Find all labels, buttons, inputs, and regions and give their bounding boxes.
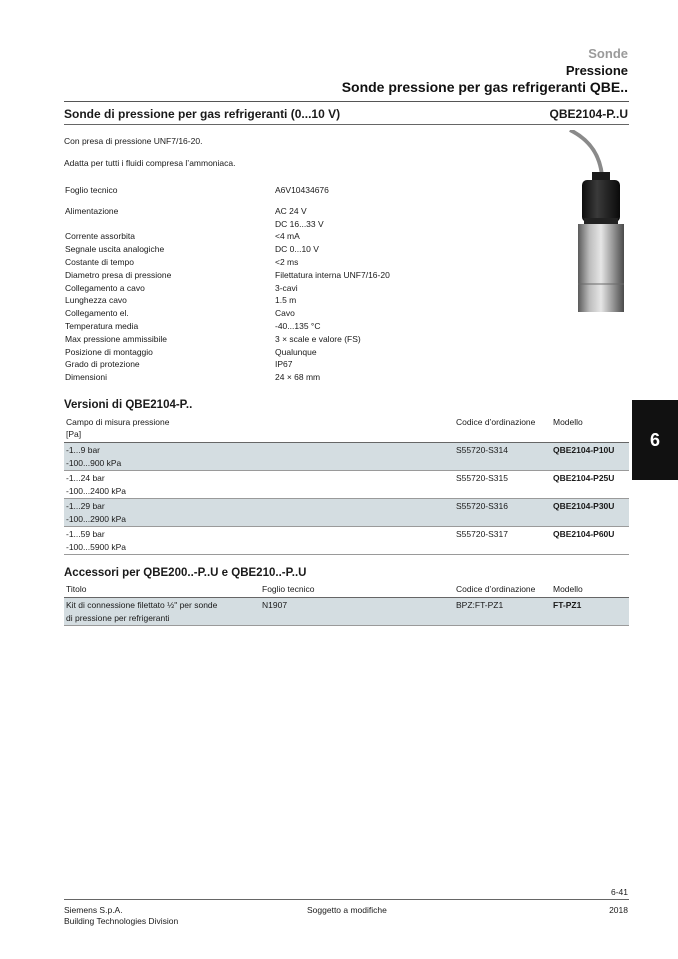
footer-division: Building Technologies Division (64, 916, 179, 926)
spec-value: DC 16...33 V (275, 218, 324, 229)
model-cell: QBE2104-P30U (553, 501, 615, 511)
spec-row (65, 184, 365, 197)
product-code: QBE2104-P..U (549, 107, 628, 121)
spec-row (65, 320, 365, 333)
spec-key: Temperatura media (65, 320, 139, 331)
spec-key: Max pressione ammissibile (65, 333, 168, 344)
product-divider (64, 124, 629, 125)
footer-divider (64, 899, 629, 900)
spec-row (65, 346, 365, 359)
intro-fluids: Adatta per tutti i fluidi compresa l’ammoniaca. (64, 158, 236, 168)
model-cell: QBE2104-P60U (553, 529, 615, 539)
spec-value: <2 ms (275, 256, 299, 267)
spec-value: -40...135 °C (275, 320, 321, 331)
spec-value: Filettatura interna UNF7/16-20 (275, 269, 390, 280)
spec-key: Diametro presa di pressione (65, 269, 172, 280)
range-cell: -1...59 bar -100...5900 kPa (66, 529, 127, 552)
table-row (64, 527, 629, 555)
header-divider (64, 101, 629, 102)
spec-row (65, 256, 365, 269)
order-cell: S55720-S314 (456, 445, 508, 455)
accessories-title: Accessori per QBE200..-P..U e QBE210..-P..U (64, 567, 307, 579)
spec-key: Collegamento el. (65, 308, 129, 319)
spec-row (65, 218, 365, 231)
range-cell: -1...24 bar -100...2400 kPa (66, 473, 127, 496)
chapter-tab: 6 (632, 400, 678, 480)
spec-value: AC 24 V (275, 205, 307, 216)
spec-key: Corrente assorbita (65, 231, 135, 242)
sensor-product-image (560, 130, 640, 330)
model-cell: QBE2104-P25U (553, 473, 615, 483)
range-cell: -1...9 bar -100...900 kPa (66, 445, 122, 468)
spec-row (65, 358, 365, 371)
model-cell: QBE2104-P10U (553, 445, 615, 455)
spec-value: 3-cavi (275, 282, 298, 293)
spec-key: Collegamento a cavo (65, 282, 145, 293)
header-subcategory: Pressione (565, 63, 628, 78)
spec-row (65, 307, 365, 320)
spec-value: Qualunque (275, 346, 317, 357)
page-number: 6-41 (610, 887, 628, 897)
spec-key: Posizione di montaggio (65, 346, 153, 357)
spec-value: IP67 (275, 359, 293, 370)
footer-notice: Soggetto a modifiche (307, 905, 387, 915)
col-model-header: Modello (553, 417, 583, 427)
spec-row (65, 205, 365, 218)
datasheet-cell: N1907 (262, 600, 288, 610)
col-title-header: Titolo (66, 584, 87, 594)
versions-table (64, 414, 629, 555)
spec-value: A6V10434676 (275, 185, 329, 195)
order-cell: S55720-S315 (456, 473, 508, 483)
header-category: Sonde (588, 46, 628, 61)
spec-row (65, 371, 365, 384)
col-order-header: Codice d’ordinazione (456, 417, 536, 427)
order-cell: S55720-S317 (456, 529, 508, 539)
spec-row (65, 294, 365, 307)
footer-company: Siemens S.p.A. (64, 905, 123, 915)
spec-row (65, 230, 365, 243)
page-title: Sonde pressione per gas refrigeranti QBE.. (341, 79, 628, 95)
product-title: Sonde di pressione per gas refrigeranti (0...10 V) (64, 107, 341, 121)
order-cell: S55720-S316 (456, 501, 508, 511)
spec-row (65, 243, 365, 256)
table-header-row (64, 581, 629, 598)
spec-key: Grado di protezione (65, 359, 140, 370)
table-row (64, 443, 629, 471)
spec-row (65, 269, 390, 282)
spec-value: <4 mA (275, 231, 300, 242)
range-cell: -1...29 bar -100...2900 kPa (66, 501, 127, 524)
col-range-header: Campo di misura pressione [Pa] (66, 417, 170, 439)
model-cell: FT-PZ1 (553, 600, 582, 610)
spec-value: 1.5 m (275, 295, 297, 306)
footer-year: 2018 (609, 905, 628, 915)
accessories-table (64, 581, 629, 626)
versions-title: Versioni di QBE2104-P.. (64, 399, 193, 411)
spec-value: 24 × 68 mm (275, 372, 321, 383)
spec-value: 3 × scale e valore (FS) (275, 333, 361, 344)
table-header-row (64, 414, 629, 443)
intro-connection: Con presa di pressione UNF7/16-20. (64, 136, 203, 146)
spec-value: DC 0...10 V (275, 244, 319, 255)
col-datasheet-header: Foglio tecnico (262, 584, 315, 594)
col-order-header: Codice d’ordinazione (456, 584, 536, 594)
table-row (64, 471, 629, 499)
spec-row (65, 333, 365, 346)
table-row (64, 499, 629, 527)
spec-key: Dimensioni (65, 372, 108, 383)
spec-list (65, 184, 390, 384)
spec-value: Cavo (275, 308, 295, 319)
order-cell: BPZ:FT-PZ1 (456, 600, 504, 610)
table-row (64, 598, 629, 626)
spec-key: Foglio tecnico (65, 185, 118, 195)
title-cell: Kit di connessione filettato ½" per sonde di pressione per refrigeranti (66, 600, 218, 623)
spec-key: Alimentazione (65, 205, 119, 216)
col-model-header: Modello (553, 584, 583, 594)
spec-key: Segnale uscita analogiche (65, 244, 165, 255)
spec-key: Lunghezza cavo (65, 295, 127, 306)
spec-key: Costante di tempo (65, 256, 134, 267)
spec-row (65, 282, 365, 295)
